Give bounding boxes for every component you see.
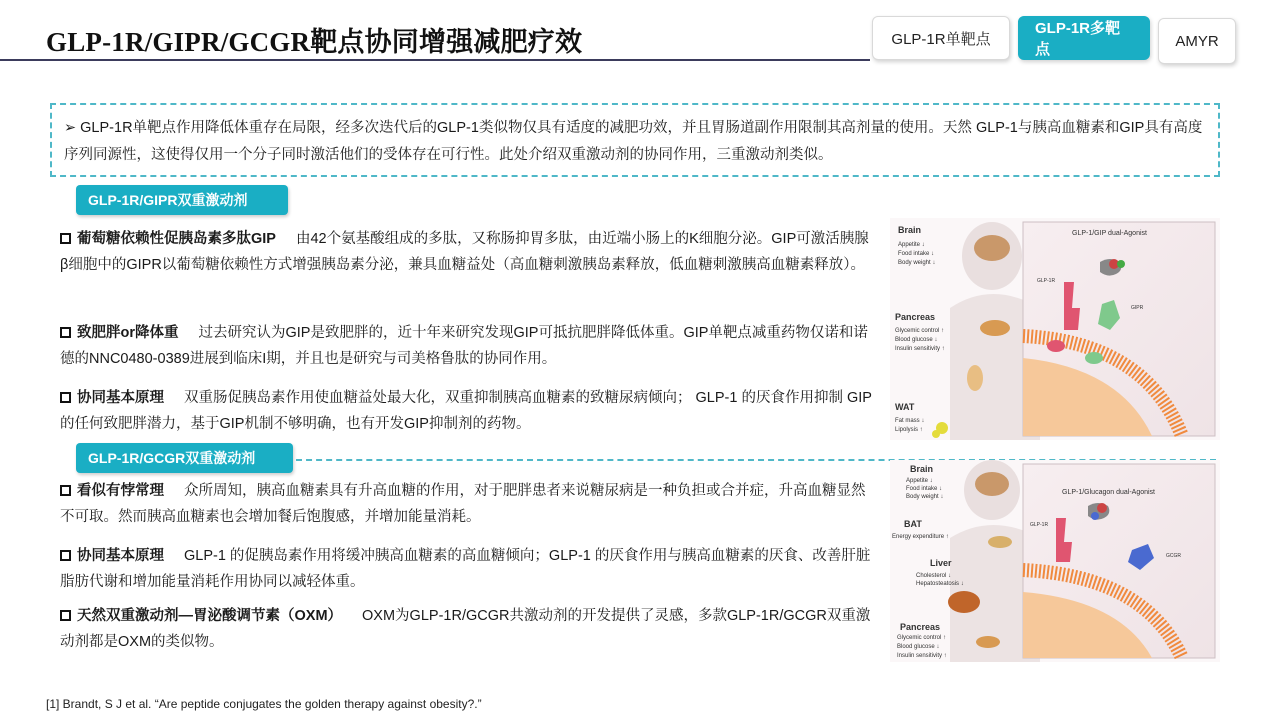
- figure1-receptor1-label: GLP-1R: [1037, 278, 1056, 284]
- intro-text: GLP-1R单靶点作用降低体重存在局限，经多次迭代后的GLP-1类似物仅具有适度的减肥功效，并且胃肠道副作用限制其高剂量的使用。天然 GLP-1与胰高血糖素和GIP具有高度序列同源性，这使得仅用一个分子同时激活他们的受体存在可行性。此处介绍双重激动剂的协同作用，三重激动剂类似。: [64, 120, 1203, 163]
- bullet-text: 过去研究认为GIP是致肥胖的，近十年来研究发现GIP可抵抗肥胖降低体重。GIP单靶点减重药物仅诺和诺德的NNC0480-0389进展到临床I期，并且也是研究与司美格鲁肽的协同作用。: [60, 325, 868, 367]
- intro-box: [50, 103, 1220, 177]
- bat-icon: [988, 536, 1012, 548]
- bullet-gip-synergy: [60, 385, 875, 437]
- figure1-brain-line: Food intake ↓: [898, 251, 935, 257]
- bullet-text: 由42个氨基酸组成的多肽，又称肠抑胃多肽，由近端小肠上的K细胞分泌。GIP可激活胰腺β细胞中的GIPR以葡萄糖依赖性方式增强胰岛素分泌，兼具血糖益处（高血糖刺激胰岛素释放，低血糖刺激胰高血糖素释放）。: [60, 231, 869, 273]
- bullet-counterintuitive: [60, 478, 875, 530]
- bullet-heading: 致肥胖or降体重: [77, 325, 179, 341]
- brain-icon: [975, 472, 1009, 496]
- brain-icon: [974, 235, 1010, 261]
- bullet-heading: 协同基本原理: [77, 548, 164, 564]
- section-badge-gip: GLP-1R/GIPR双重激动剂: [76, 185, 288, 215]
- agonist-glucagon-domain-icon: [1091, 512, 1099, 520]
- figure2-pancreas-line: Glycemic control ↑: [897, 635, 947, 641]
- figure1-panel-title: GLP-1/GIP dual-Agonist: [1072, 230, 1147, 237]
- bullet-text: GLP-1 的促胰岛素作用将缓冲胰高血糖素的高血糖倾向；GLP-1 的厌食作用与胰高血糖素的厌食、改善肝脏脂肪代谢和增加能量消耗作用协同以减轻体重。: [60, 548, 871, 590]
- figure1-brain-label: Brain: [898, 225, 922, 235]
- figure1-brain-line: Appetite ↓: [898, 242, 925, 248]
- figure2-brain-line: Appetite ↓: [906, 478, 933, 484]
- checkbox-bullet-icon: [60, 327, 71, 338]
- figure2-brain-line: Body weight ↓: [906, 494, 944, 500]
- signal-molecule-icon: [1085, 352, 1103, 364]
- checkbox-bullet-icon: [60, 233, 71, 244]
- bullet-text: 众所周知，胰高血糖素具有升高血糖的作用，对于肥胖患者来说糖尿病是一种负担或合并症，升高血糖显然不可取。然而胰高血糖素也会增加餐后饱腹感，并增加能量消耗。: [60, 483, 866, 525]
- figure1-pancreas-line: Insulin sensitivity ↑: [895, 346, 945, 352]
- bullet-heading: 看似有悖常理: [77, 483, 164, 499]
- figure1-pancreas-label: Pancreas: [895, 312, 936, 322]
- figure1-pancreas-line: Blood glucose ↓: [895, 337, 938, 343]
- title-underline: [0, 59, 870, 61]
- figure2-illustration: [890, 460, 1220, 662]
- figure2-brain-label: Brain: [910, 464, 934, 474]
- figure2-pancreas-line: Insulin sensitivity ↑: [897, 653, 947, 659]
- figure1-receptor2-label: GIPR: [1131, 305, 1144, 311]
- organ-icon: [967, 365, 983, 391]
- figure1-wat-line: Lipolysis ↑: [895, 427, 923, 433]
- figure2-brain-line: Food intake ↓: [906, 486, 943, 492]
- figure1-brain-line: Body weight ↓: [898, 260, 936, 266]
- figure1-pancreas-line: Glycemic control ↑: [895, 328, 945, 334]
- reference-footnote: [1] Brandt, S J et al. “Are peptide conjugates the golden therapy against obesity?.”: [46, 697, 482, 711]
- pancreas-icon: [976, 636, 1000, 648]
- figure1-wat-label: WAT: [895, 402, 915, 412]
- figure2-bat-label: BAT: [904, 519, 922, 529]
- figure-glp1-gip-dual-agonist: [890, 218, 1220, 440]
- bullet-text: 双重肠促胰岛素作用使血糖益处最大化，双重抑制胰高血糖素的致糖尿病倾向； GLP-1 的厌食作用抑制 GIP 的任何致肥胖潜力，基于GIP机制不够明确，也有开发GIP抑制剂的药物。: [60, 390, 872, 432]
- checkbox-bullet-icon: [60, 392, 71, 403]
- agonist-glp1-domain-icon: [1097, 503, 1107, 513]
- figure1-wat-line: Fat mass ↓: [895, 418, 925, 424]
- arrow-bullet-icon: ➢: [64, 120, 77, 136]
- signal-molecule-icon: [1047, 340, 1065, 352]
- checkbox-bullet-icon: [60, 485, 71, 496]
- figure2-pancreas-label: Pancreas: [900, 622, 941, 632]
- checkbox-bullet-icon: [60, 550, 71, 561]
- bullet-heading: 天然双重激动剂—胃泌酸调节素（OXM）: [77, 608, 343, 624]
- figure2-liver-line: Cholesterol ↓: [916, 573, 952, 579]
- tab-glp1r-single[interactable]: GLP-1R单靶点: [872, 16, 1010, 60]
- bullet-gip-definition: [60, 226, 875, 278]
- fat-cell-icon: [932, 430, 940, 438]
- page-title: GLP-1R/GIPR/GCGR靶点协同增强减肥疗效: [46, 27, 583, 57]
- checkbox-bullet-icon: [60, 610, 71, 621]
- bullet-oxm: [60, 603, 875, 655]
- section-badge-gcgr: GLP-1R/GCGR双重激动剂: [76, 443, 293, 473]
- bullet-gcgr-synergy: [60, 543, 875, 595]
- bullet-obesity-or-weight-loss: [60, 320, 875, 372]
- figure2-liver-line: Hepatosteatosis ↓: [916, 581, 964, 587]
- figure-glp1-glucagon-dual-agonist: [890, 460, 1220, 662]
- bullet-heading: 协同基本原理: [77, 390, 164, 406]
- liver-icon: [948, 591, 980, 613]
- tab-glp1r-multi[interactable]: GLP-1R多靶点: [1018, 16, 1150, 60]
- figure2-panel-title: GLP-1/Glucagon dual-Agonist: [1062, 489, 1155, 496]
- tab-bar: [872, 16, 1236, 64]
- figure2-pancreas-line: Blood glucose ↓: [897, 644, 940, 650]
- pancreas-icon: [980, 320, 1010, 336]
- tab-amyr[interactable]: AMYR: [1158, 18, 1236, 64]
- agonist-gip-domain-icon: [1117, 260, 1125, 268]
- bullet-text: OXM为GLP-1R/GCGR共激动剂的开发提供了灵感，多款GLP-1R/GCGR双重激动剂都是OXM的类似物。: [60, 608, 871, 650]
- figure2-bat-line: Energy expenditure ↑: [892, 534, 949, 540]
- figure2-liver-label: Liver: [930, 558, 952, 568]
- bullet-heading: 葡萄糖依赖性促胰岛素多肽GIP: [77, 231, 276, 247]
- figure1-illustration: [890, 218, 1220, 440]
- figure2-receptor1-label: GLP-1R: [1030, 522, 1049, 528]
- figure2-receptor2-label: GCGR: [1166, 553, 1181, 559]
